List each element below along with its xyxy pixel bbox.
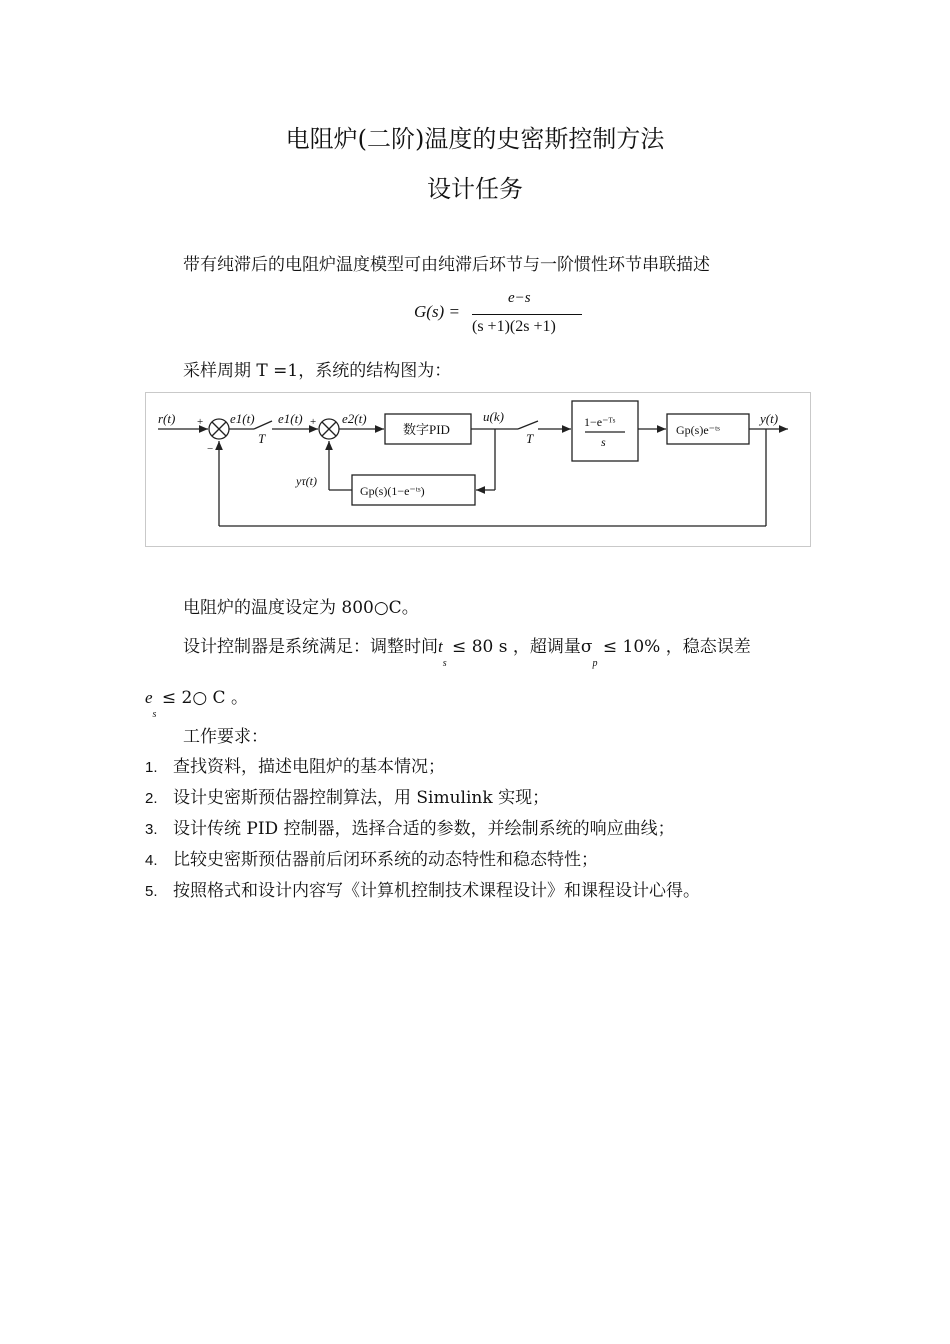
list-item-text: 查找资料，描述电阻炉的基本情况； [173, 757, 445, 777]
list-item-text: 比较史密斯预估器前后闭环系统的动态特性和稳态特性； [173, 850, 598, 870]
transfer-function-formula [410, 290, 590, 340]
setpoint-paragraph: 电阻炉的温度设定为 800○C。 [183, 598, 419, 618]
label-r: r(t) [158, 411, 176, 426]
ts-subscript: s [442, 658, 447, 669]
es-variable: e [145, 688, 153, 707]
list-item [145, 876, 700, 907]
list-item-number: 5. [145, 883, 158, 900]
label-e2: e2(t) [342, 411, 367, 426]
list-item [145, 845, 700, 876]
list-item-number: 1. [145, 759, 158, 776]
block-diagram-svg [146, 393, 810, 546]
list-item-text: 设计史密斯预估器控制算法，用 Simulink 实现； [173, 788, 550, 808]
list-item-text: 设计传统 PID 控制器，选择合适的参数，并绘制系统的响应曲线； [173, 819, 675, 839]
label-T1: T [258, 431, 266, 446]
es-subscript: s [152, 709, 157, 720]
work-heading: 工作要求： [183, 727, 268, 747]
sampling-paragraph: 采样周期 T =1，系统的结构图为： [183, 361, 452, 381]
ts-value: ≤ 80 s ，超调量σ [446, 637, 593, 657]
label-plus-2: + [310, 416, 317, 428]
label-u: u(k) [483, 409, 504, 424]
requirement-line-2 [145, 683, 248, 720]
label-e1: e1(t) [230, 411, 255, 426]
fraction-bar [472, 314, 582, 315]
list-item [145, 783, 700, 814]
list-item-number: 4. [145, 852, 158, 869]
label-e1b: e1(t) [278, 411, 303, 426]
task-list [145, 752, 700, 907]
sigma-subscript: p [592, 658, 598, 669]
list-item-text: 按照格式和设计内容写《计算机控制技术课程设计》和课程设计心得。 [173, 881, 700, 901]
label-plus-1: + [197, 416, 204, 428]
formula-numerator: e−s [508, 290, 531, 306]
predictor-label: Gp(s)(1−e⁻ᵗˢ) [360, 484, 425, 498]
zoh-denominator: s [601, 435, 606, 449]
document-subtitle: 设计任务 [427, 175, 523, 203]
sigma-value: ≤ 10% ，稳态误差 [597, 637, 751, 657]
es-value: ≤ 2○ C 。 [156, 688, 248, 708]
document-title: 电阻炉(二阶)温度的史密斯控制方法 [285, 125, 665, 153]
list-item [145, 752, 700, 783]
ts-variable: t [438, 637, 443, 656]
formula-lhs: G(s) = [414, 302, 460, 321]
requirement-prefix: 设计控制器是系统满足：调整时间 [183, 637, 438, 657]
list-item [145, 814, 700, 845]
requirement-line-1 [183, 632, 751, 669]
formula-denominator: (s +1)(2s +1) [472, 318, 556, 335]
sampler-switch-1 [254, 421, 272, 429]
sampler-switch-2 [518, 421, 538, 429]
label-T2: T [526, 431, 534, 446]
intro-paragraph: 带有纯滞后的电阻炉温度模型可由纯滞后环节与一阶惯性环节串联描述 [183, 255, 710, 275]
zoh-numerator: 1−e⁻ᵀˢ [584, 415, 616, 429]
plant-label: Gp(s)e⁻ᵗˢ [676, 423, 720, 437]
label-ytau: yτ(t) [296, 474, 317, 488]
zoh-block [572, 401, 638, 461]
label-minus-1: − [207, 443, 214, 455]
list-item-number: 3. [145, 821, 158, 838]
pid-label: 数字PID [403, 422, 450, 437]
list-item-number: 2. [145, 790, 158, 807]
label-y: y(t) [760, 411, 779, 426]
block-diagram [145, 392, 811, 547]
